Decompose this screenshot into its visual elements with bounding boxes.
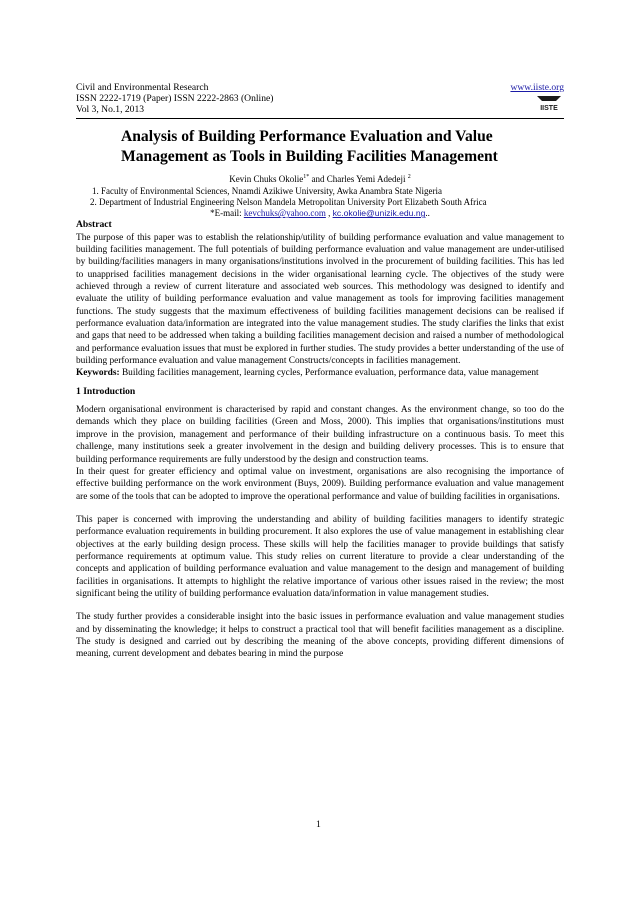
keywords <box>76 367 564 379</box>
keywords-text: Building facilities management, learning cycles, Performance evaluation, performance data, value management <box>119 368 539 379</box>
running-header <box>76 82 564 119</box>
affiliations <box>76 186 564 209</box>
author-2-sup: 2 <box>407 173 411 180</box>
author-2: Charles Yemi Adedeji <box>326 173 406 184</box>
affiliation-1: 1. Faculty of Environmental Sciences, Nnamdi Azikiwe University, Awka Anambra State Nigeria <box>92 185 443 196</box>
author-joiner: and <box>309 173 327 184</box>
volume-line: Vol 3, No.1, 2013 <box>76 104 145 116</box>
email-sep: , <box>325 208 333 219</box>
page-number: 1 <box>316 819 321 830</box>
abstract-text: The purpose of this paper was to establish the relationship/utility of building performance evaluation and value management to building facilities management. The full potentials of building performance evaluation and value management are under-utilised by building/facilities managers in many organisations/institutions involved in the procurement of building facilities. This has led to unapprised facilities management decisions in the wider organisational learning cycle. The objectives of the study were achieved through a review of current literature and associated web sources. This methodology was designed to identify and evaluate the utility of building performance evaluation and value management as tools for improving facilities management functions. The study suggests that the maximum effectiveness of building facilities management decisions can be realised if performance evaluation data/information are integrated into the value management studies. The study clarifies the links that exist and gaps that need to be addressed when taking a building facilities management decision and raised a number of methodological and performance evaluation issues that must be explored in further studies. The study provides a better understanding of the use of building performance evaluation and value management Constructs/concepts in facilities management. <box>76 232 564 367</box>
email-suffix: .. <box>425 208 430 219</box>
author-1-sup: 1* <box>303 173 310 180</box>
iiste-logo-text: IISTE <box>540 105 558 112</box>
email-line <box>76 208 564 219</box>
paper-title <box>76 127 564 167</box>
keywords-label: Keywords: <box>76 368 120 379</box>
intro-paragraph-3: This paper is concerned with improving the understanding and ability of building facilities managers to identify strategic performance evaluation requirements in building procurement. It also explores the use of value management in establishing clear objectives at the early building design process. These skills will help the facilities manager to provide buildings that satisfy performance requirements at optimum value. This study relies on current literature to provide a clear understanding of the concepts and application of building performance evaluation and value management to the design and management of building facilities in organisations. It attempts to highlight the relative importance of various other issues raised in the review; the most significant being the utility of building performance evaluation data/information in value management studies. <box>76 514 564 599</box>
email-prefix: *E-mail: <box>210 208 244 219</box>
iiste-logo <box>534 94 564 112</box>
journal-name: Civil and Environmental Research <box>76 82 209 93</box>
issn-line: ISSN 2222-1719 (Paper) ISSN 2222-2863 (Online) <box>76 93 274 105</box>
abstract-heading: Abstract <box>76 219 112 231</box>
email-link-1[interactable]: kevchuks@yahoo.com <box>243 208 326 219</box>
author-line <box>76 172 564 185</box>
header-rule <box>76 118 564 119</box>
affiliation-2: 2. Department of Industrial Engineering Nelson Mandela Metropolitan University Port Elizabeth South Africa <box>90 196 487 207</box>
section-1-heading: 1 Introduction <box>76 385 136 397</box>
title-line-1: Analysis of Building Performance Evaluation and Value <box>121 127 493 145</box>
intro-paragraph-1: Modern organisational environment is characterised by rapid and constant changes. As the environment change, so too do the demands which they place on building facilities (Green and Moss, 2000). This implies that organisations/institutions must improve in the provision, management and performance of their building infrastructure on a continuous basis. To meet this challenge, many institutions seek a greater involvement in the design and building delivery processes. This is to ensure that building performance requirements are fully understood by the design and construction teams. <box>76 405 564 465</box>
title-line-2: Management as Tools in Building Facilities Management <box>121 147 498 165</box>
intro-paragraph-2: In their quest for greater efficiency and optimal value on investment, organisations are also recognising the importance of effective building performance on the work environment (Buys, 2009). Building performance evaluation and value management are some of the tools that can be adopted to improve the operational performance and value of building facilities in organisations. <box>76 466 564 502</box>
author-1: Kevin Chuks Okolie <box>229 173 304 184</box>
intro-paragraph-4: The study further provides a considerable insight into the basic issues in performance evaluation and value management studies and by disseminating the knowledge; it helps to construct a practical tool that will benefit facilities management as a discipline. The study is designed and carried out by describing the meaning of the above concepts, providing different dimensions of meaning, current development and debates bearing in mind the purpose <box>76 612 564 660</box>
journal-url-link[interactable]: www.iiste.org <box>510 82 564 93</box>
paper-page <box>76 82 564 661</box>
email-link-2[interactable]: kc.okolie@unizik.edu.ng <box>332 208 426 219</box>
